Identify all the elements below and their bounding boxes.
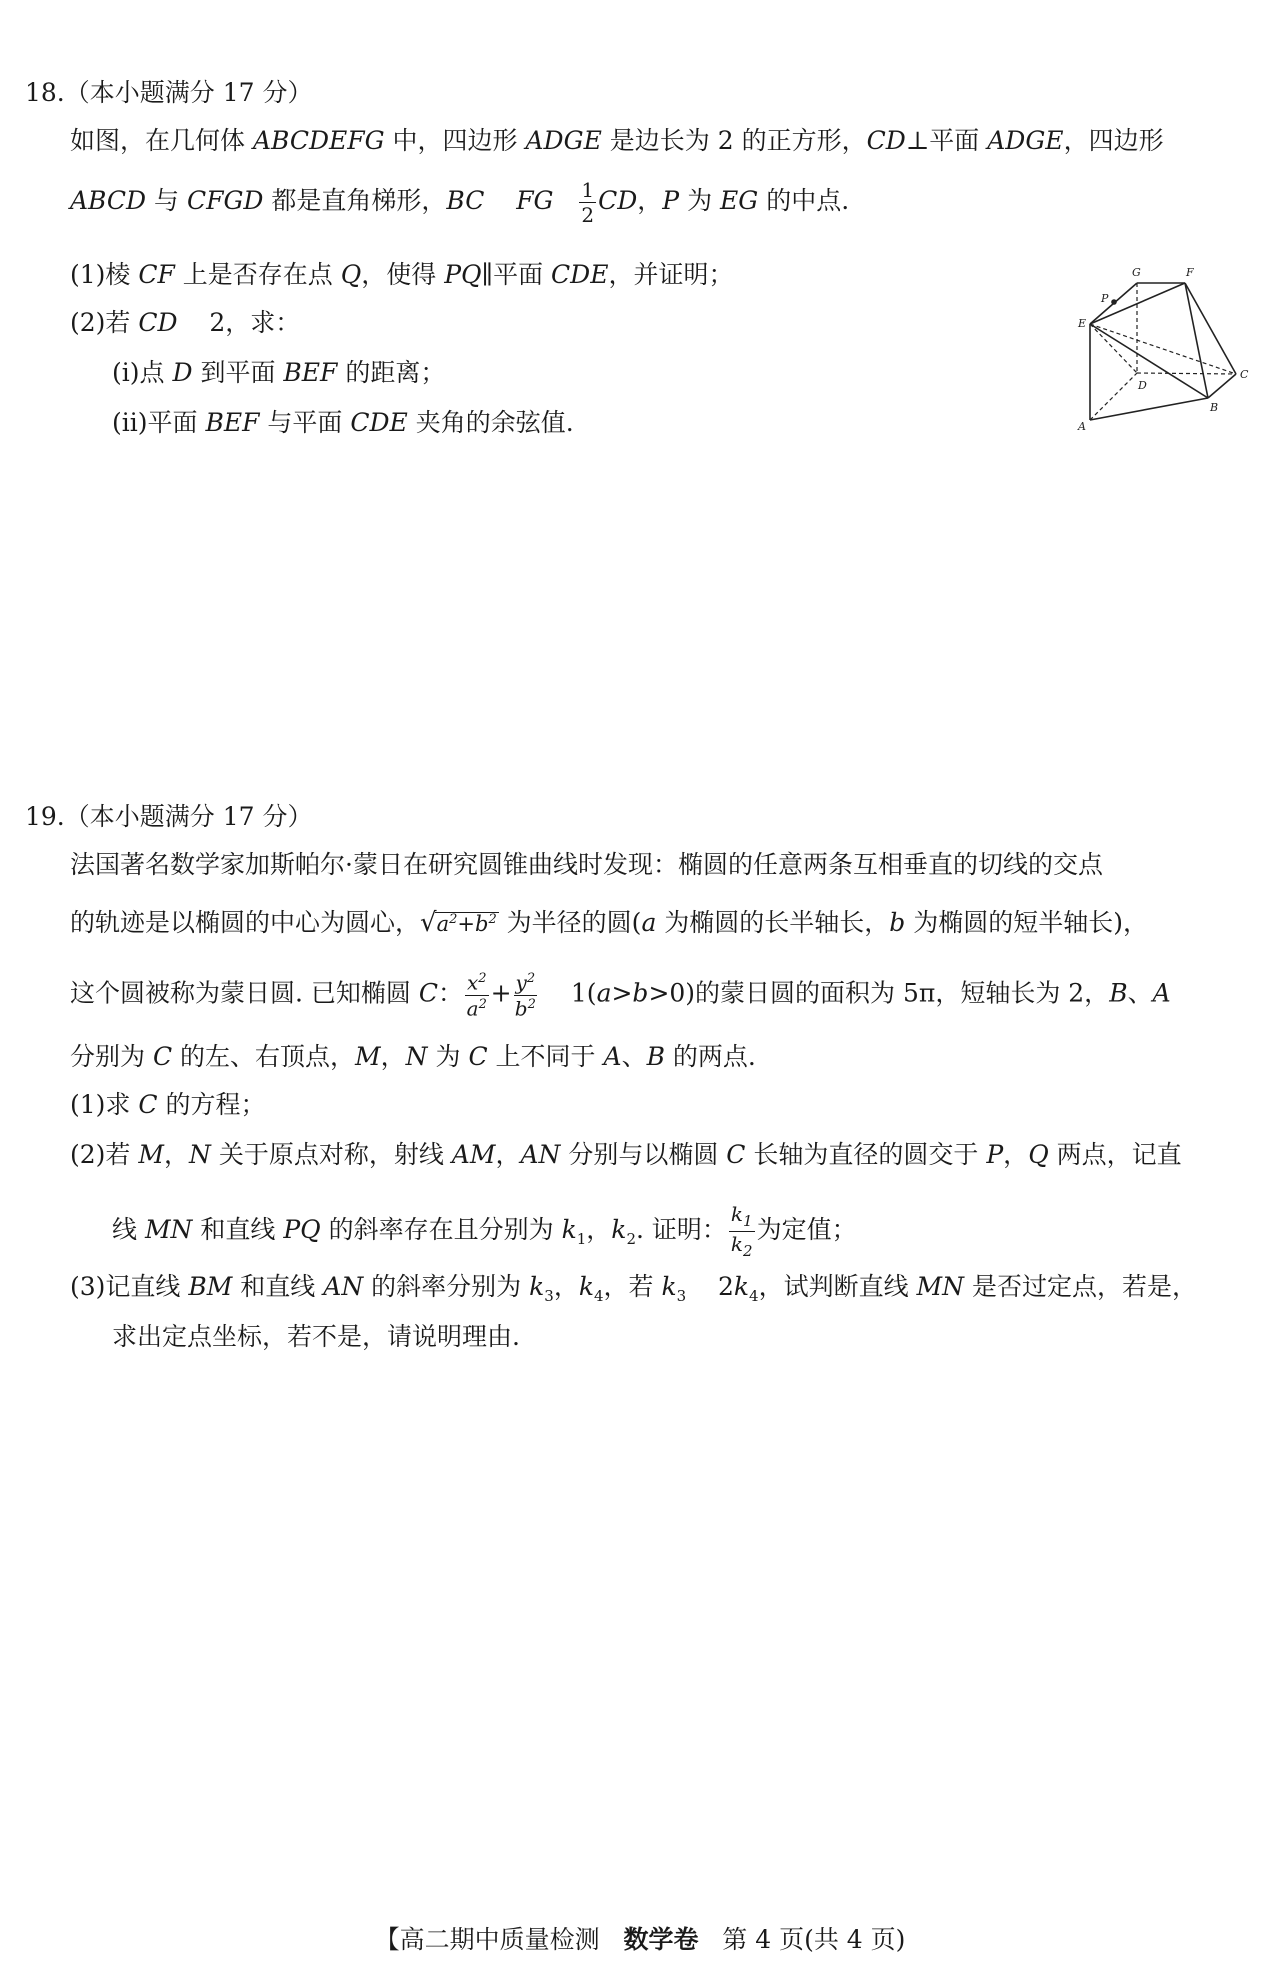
q18-part-2-i: (i)点 D 到平面 BEF 的距离； xyxy=(112,358,446,387)
q19-line-2: 的轨迹是以椭圆的中心为圆心，$√a^2+b^2$ 为半径的圆(a 为椭圆的长半轴长，b 为椭圆的短半轴长)， xyxy=(70,908,1149,938)
label-C: C xyxy=(1240,368,1249,381)
q19-part-3-line-1: (3)记直线 BM 和直线 AN 的斜率分别为 $k_3$，$k_4$，若 $k_3$ $2k_4$，试判断直线 MN 是否过定点，若是， xyxy=(70,1272,1197,1305)
page-footer xyxy=(0,1920,1280,1956)
q19-line-4: 分别为 C 的左、右顶点，M，N 为 C 上不同于 A、B 的两点. xyxy=(70,1042,756,1071)
q19-part-2-line-2: 线 MN 和直线 PQ 的斜率存在且分别为 $k_1$，$k_2$. 证明： $\frac{k_1}{k_2}$ 为定值； xyxy=(112,1202,857,1260)
label-D: D xyxy=(1138,379,1147,392)
edge-EC xyxy=(1090,324,1236,374)
fraction-x2-a2: $\frac{x^2}{a^2}$ xyxy=(466,970,487,1021)
label-G: G xyxy=(1132,266,1141,279)
q18-part-2: (2)若 CD 2，求： xyxy=(70,308,301,337)
footer-exam-title: 【高二期中质量检测 xyxy=(374,1925,600,1954)
q18-header: 18.（本小题满分 17 分） xyxy=(25,78,313,107)
q19-header: 19.（本小题满分 17 分） xyxy=(25,802,313,831)
edge-FB xyxy=(1185,283,1208,398)
label-F: F xyxy=(1186,266,1194,279)
fraction-half: $\frac{1}{2}$ xyxy=(581,178,595,227)
q19-part-3-line-2: 求出定点坐标，若不是，请说明理由. xyxy=(112,1322,520,1351)
footer-subject: 数学卷 xyxy=(623,1925,699,1954)
q19-part-2-line-1: (2)若 M，N 关于原点对称，射线 AM，AN 分别与以椭圆 C 长轴为直径的圆交于 P，Q 两点，记直 xyxy=(70,1140,1182,1169)
sqrt-expression: $a^2+b^2$ xyxy=(436,912,497,936)
label-E: E xyxy=(1078,317,1087,330)
fraction-k1-k2: $\frac{k_1}{k_2}$ xyxy=(730,1202,753,1260)
edge-CB xyxy=(1208,374,1236,398)
label-P: P xyxy=(1101,292,1109,305)
geometry-figure xyxy=(1068,258,1258,434)
q19-line-1: 法国著名数学家加斯帕尔·蒙日在研究圆锥曲线时发现：椭圆的任意两条互相垂直的切线的交点 xyxy=(70,850,1103,879)
edge-BA xyxy=(1090,398,1208,420)
label-B: B xyxy=(1210,401,1219,414)
q19-part-1: (1)求 C 的方程； xyxy=(70,1090,266,1119)
footer-page-number: 第 4 页(共 4 页) xyxy=(722,1925,906,1954)
fraction-y2-b2: $\frac{y^2}{b^2}$ xyxy=(514,970,536,1021)
edge-EB xyxy=(1090,324,1208,398)
q19-line-3: 这个圆被称为蒙日圆. 已知椭圆 C： $\frac{x^2}{a^2}$ + $\frac{y^2}{b^2}$ 1(a>b>0)的蒙日圆的面积为 5π，短轴长为 2，B、A xyxy=(70,970,1171,1021)
edge-DC xyxy=(1137,373,1236,374)
q18-part-1: (1)棱 CF 上是否存在点 Q，使得 PQ∥平面 CDE，并证明； xyxy=(70,260,734,289)
edge-FC xyxy=(1185,283,1236,374)
label-A: A xyxy=(1078,420,1086,433)
q18-part-2-ii: (ii)平面 BEF 与平面 CDE 夹角的余弦值. xyxy=(112,408,574,437)
q18-line-2: ABCD 与 CFGD 都是直角梯形，BC FG $\frac{1}{2}$ CD，P 为 EG 的中点. xyxy=(70,178,850,227)
point-P xyxy=(1111,299,1117,305)
q18-line-1: 如图，在几何体 ABCDEFG 中，四边形 ADGE 是边长为 2 的正方形，CD⊥平面 ADGE，四边形 xyxy=(70,126,1164,155)
